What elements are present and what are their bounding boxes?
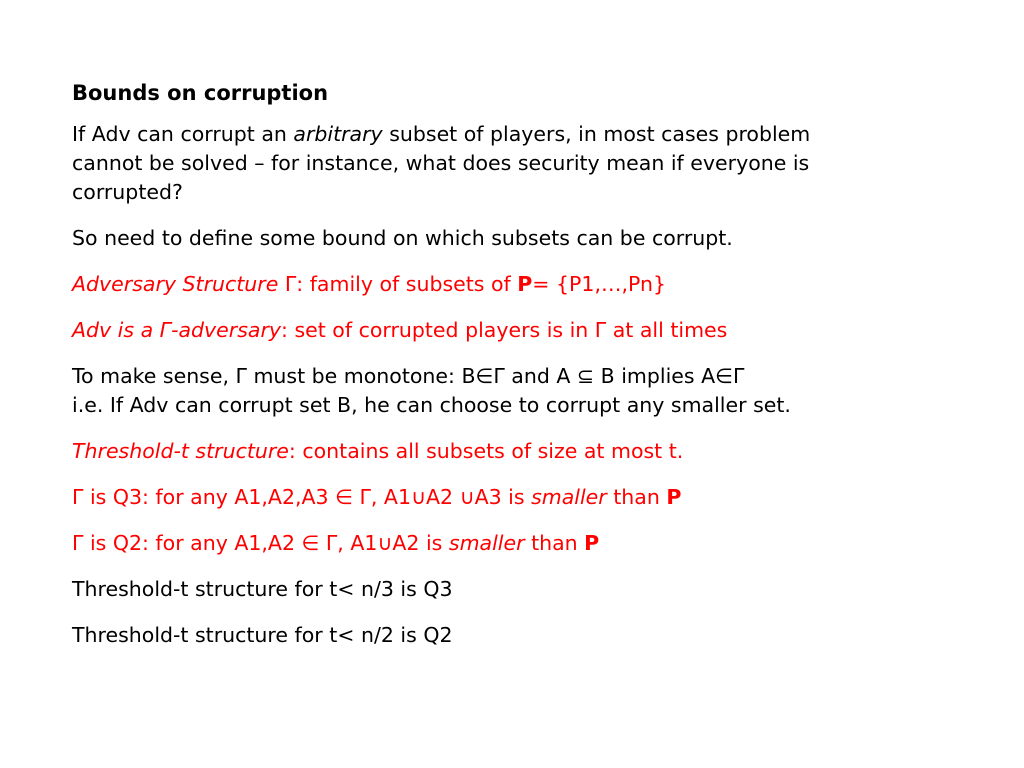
text-run: than bbox=[524, 531, 585, 555]
text-run: Γ is Q2: for any A1,A2 ∈ Γ, A1∪A2 is bbox=[72, 531, 449, 555]
paragraph-line: cannot be solved – for instance, what does security mean if everyone is bbox=[72, 151, 810, 175]
definition-adversary-structure bbox=[72, 270, 972, 299]
term-gamma-adversary: Adv is a Γ-adversary bbox=[72, 318, 282, 342]
paragraph-monotone bbox=[72, 362, 972, 420]
paragraph-line: To make sense, Γ must be monotone: B∈Γ and A ⊆ B implies A∈Γ bbox=[72, 364, 745, 388]
text-run: : set of corrupted players is in Γ at all times bbox=[281, 318, 728, 342]
paragraph-line: i.e. If Adv can corrupt set B, he can choose to corrupt any smaller set. bbox=[72, 393, 791, 417]
text-run: If Adv can corrupt an bbox=[72, 122, 294, 146]
statement-threshold-q2: Threshold-t structure for t< n/2 is Q2 bbox=[72, 623, 453, 647]
definition-q2 bbox=[72, 529, 972, 558]
text-run: : contains all subsets of size at most t. bbox=[288, 439, 684, 463]
text-run: than bbox=[606, 485, 667, 509]
statement-threshold-q3: Threshold-t structure for t< n/3 is Q3 bbox=[72, 577, 453, 601]
paragraph-line bbox=[72, 120, 972, 149]
text-run: = {P1,…,Pn} bbox=[532, 272, 667, 296]
definition-gamma-adversary bbox=[72, 316, 972, 345]
text-run: subset of players, in most cases problem bbox=[382, 122, 811, 146]
paragraph-arbitrary-subset bbox=[72, 120, 972, 207]
emphasis-arbitrary: arbitrary bbox=[293, 122, 383, 146]
bold-p: P bbox=[517, 272, 533, 296]
term-threshold-structure: Threshold-t structure bbox=[72, 439, 289, 463]
paragraph-bound-need: So need to define some bound on which subsets can be corrupt. bbox=[72, 226, 733, 250]
definition-threshold-structure bbox=[72, 437, 972, 466]
paragraph-line: corrupted? bbox=[72, 180, 183, 204]
bold-p: P bbox=[666, 485, 682, 509]
text-run: Γ: family of subsets of bbox=[278, 272, 518, 296]
definition-q3 bbox=[72, 483, 972, 512]
term-adversary-structure: Adversary Structure bbox=[72, 272, 279, 296]
text-run: Γ is Q3: for any A1,A2,A3 ∈ Γ, A1∪A2 ∪A3 is bbox=[72, 485, 532, 509]
emphasis-smaller: smaller bbox=[531, 485, 607, 509]
emphasis-smaller: smaller bbox=[448, 531, 525, 555]
slide-title: Bounds on corruption bbox=[72, 81, 329, 105]
slide-content bbox=[72, 76, 972, 667]
bold-p: P bbox=[584, 531, 600, 555]
